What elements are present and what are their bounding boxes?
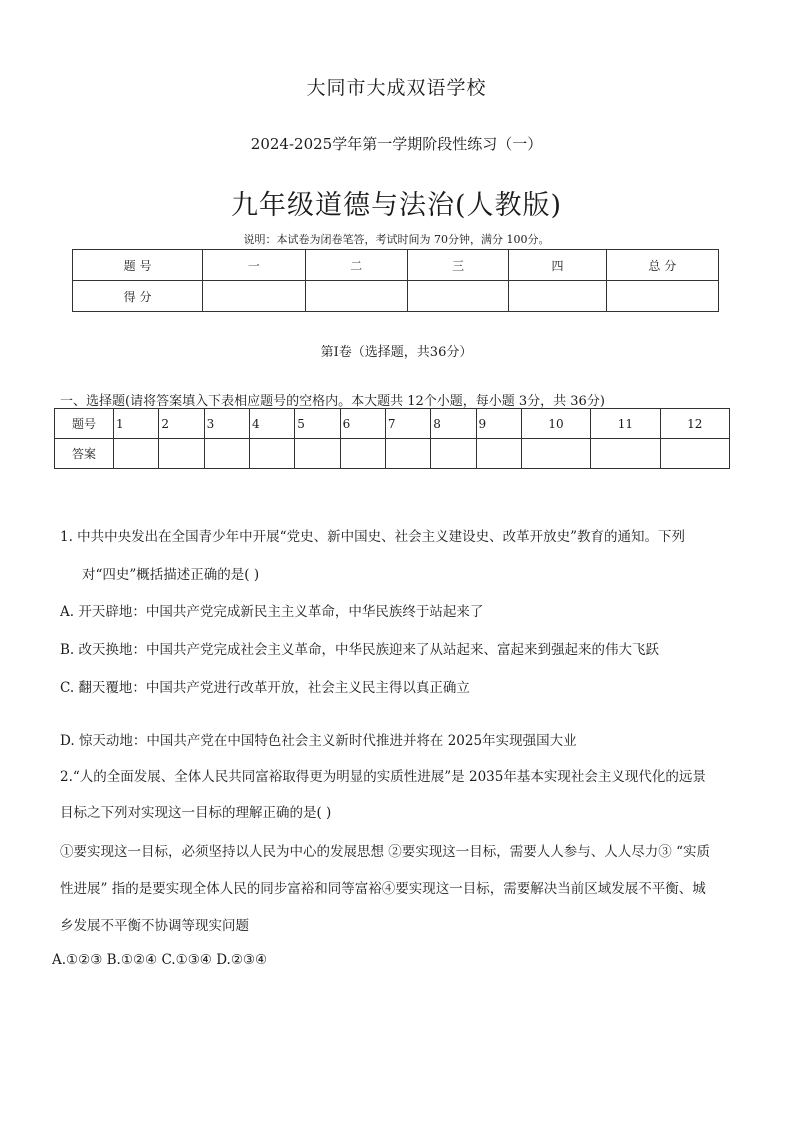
question-number: 2 [159, 409, 204, 439]
question-number: 11 [591, 409, 660, 439]
answer-blank[interactable] [385, 439, 430, 469]
answer-blank[interactable] [159, 439, 204, 469]
answer-table-number-row [55, 409, 730, 439]
question-number: 4 [249, 409, 294, 439]
exam-note: 说明：本试卷为闭卷笔答，考试时间为 70分钟，满分 100分。 [243, 233, 550, 246]
q2-options: A.①②③ B.①②④ C.①③④ D.②③④ [52, 952, 268, 968]
q1-option-b: B. 改天换地：中国共产党完成社会主义革命，中华民族迎来了从站起来、富起来到强起来的伟大飞跃 [60, 642, 660, 658]
q1-option-d: D. 惊天动地：中国共产党在中国特色社会主义新时代推进并将在 2025年实现强国大业 [60, 733, 577, 749]
answer-table-answer-row [55, 439, 730, 469]
answer-row-label: 答案 [55, 439, 114, 469]
score-table-header-row [73, 250, 719, 281]
score-table-score-row [73, 281, 719, 312]
answer-blank[interactable] [521, 439, 590, 469]
score-cell: 三 [407, 250, 508, 281]
score-blank[interactable] [305, 281, 407, 312]
answer-blank[interactable] [431, 439, 476, 469]
score-blank[interactable] [606, 281, 718, 312]
answer-blank[interactable] [476, 439, 521, 469]
question-number: 12 [660, 409, 730, 439]
score-blank[interactable] [203, 281, 305, 312]
answer-blank[interactable] [249, 439, 294, 469]
score-cell: 得 分 [73, 281, 203, 312]
q2-statements-line3: 乡发展不平衡不协调等现实问题 [60, 918, 249, 934]
score-cell: 总 分 [606, 250, 718, 281]
question-number: 10 [521, 409, 590, 439]
q2-stem-line1: 2.“人的全面发展、全体人民共同富裕取得更为明显的实质性进展”是 2035年基本实现社会主义现代化的远景 [60, 769, 706, 785]
score-cell: 四 [509, 250, 606, 281]
q1-stem-line1: 1. 中共中央发出在全国青少年中开展“党史、新中国史、社会主义建设史、改革开放史”教育的通知。下列 [60, 529, 685, 545]
answer-blank[interactable] [591, 439, 660, 469]
question-number: 5 [295, 409, 340, 439]
q2-statements-line1: ①要实现这一目标，必须坚持以人民为中心的发展思想 ②要实现这一目标，需要人人参与、人人尽力③ “实质 [60, 844, 710, 860]
answer-table [54, 408, 730, 469]
score-blank[interactable] [509, 281, 606, 312]
score-blank[interactable] [407, 281, 508, 312]
question-number: 8 [431, 409, 476, 439]
q2-stem-line2: 目标之下列对实现这一目标的理解正确的是( ) [60, 805, 332, 821]
question-number: 1 [114, 409, 159, 439]
term-title: 2024-2025学年第一学期阶段性练习（一） [250, 135, 543, 153]
answer-blank[interactable] [660, 439, 730, 469]
score-cell: 题 号 [73, 250, 203, 281]
score-cell: 二 [305, 250, 407, 281]
section1-title: 一、选择题(请将答案填入下表相应题号的空格内。本大题共 12个小题，每小题 3分，共 36分) [60, 394, 605, 409]
q1-stem-line2: 对“四史”概括描述正确的是( ) [82, 567, 260, 583]
question-number: 9 [476, 409, 521, 439]
school-name: 大同市大成双语学校 [306, 77, 487, 99]
q1-option-c: C. 翻天覆地：中国共产党进行改革开放，社会主义民主得以真正确立 [60, 680, 470, 696]
answer-blank[interactable] [340, 439, 385, 469]
subject-title: 九年级道德与法治(人教版) [230, 190, 563, 221]
question-number: 7 [385, 409, 430, 439]
answer-header-label: 题号 [55, 409, 114, 439]
score-cell: 一 [203, 250, 305, 281]
answer-blank[interactable] [295, 439, 340, 469]
volume-title: 第Ⅰ卷（选择题，共36分） [320, 345, 473, 360]
q2-statements-line2: 性进展” 指的是要实现全体人民的同步富裕和同等富裕④要实现这一目标，需要解决当前区域发展不平衡、城 [60, 881, 706, 897]
score-table [72, 249, 719, 312]
question-number: 6 [340, 409, 385, 439]
answer-blank[interactable] [204, 439, 249, 469]
question-number: 3 [204, 409, 249, 439]
answer-blank[interactable] [114, 439, 159, 469]
q1-option-a: A. 开天辟地：中国共产党完成新民主主义革命，中华民族终于站起来了 [60, 604, 484, 620]
